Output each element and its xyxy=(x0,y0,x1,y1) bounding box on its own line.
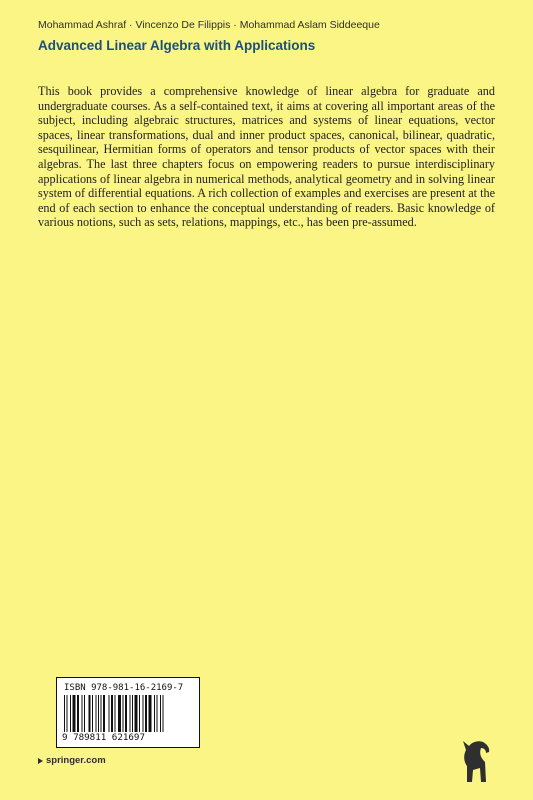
publisher-url: springer.com xyxy=(46,755,106,766)
springer-horse-logo-icon xyxy=(453,736,497,784)
arrow-right-icon xyxy=(38,758,43,764)
isbn-barcode xyxy=(56,677,200,748)
author-list: Mohammad Ashraf · Vincenzo De Filippis · Mohammad Aslam Siddeeque xyxy=(38,19,380,31)
barcode-bars xyxy=(64,695,192,732)
book-description: This book provides a comprehensive knowledge of linear algebra for graduate and undergraduate courses. As a self-contained text, it aims at covering all important areas of the subject, including algebraic structures, matrices and systems of linear equations, vector spaces, linear transformations, dual and inner product spaces, canonical, bilinear, quadratic, sesquilinear, Hermitian forms of operators and tensor products of vector spaces with their algebras. The last three chapters focus on empowering readers to pursue interdisciplinary applications of linear algebra in numerical methods, analytical geometry and in solving linear system of differential equations. A rich collection of examples and exercises are present at the end of each section to enhance the conceptual understanding of readers. Basic knowledge of various notions, such as sets, relations, mappings, etc., has been pre-assumed. xyxy=(38,84,495,230)
isbn-label: ISBN 978-981-16-2169-7 xyxy=(64,683,184,693)
publisher-link[interactable] xyxy=(38,755,106,766)
book-title: Advanced Linear Algebra with Applications xyxy=(38,38,316,53)
barcode-digits: 9 789811 621697 xyxy=(62,732,145,743)
